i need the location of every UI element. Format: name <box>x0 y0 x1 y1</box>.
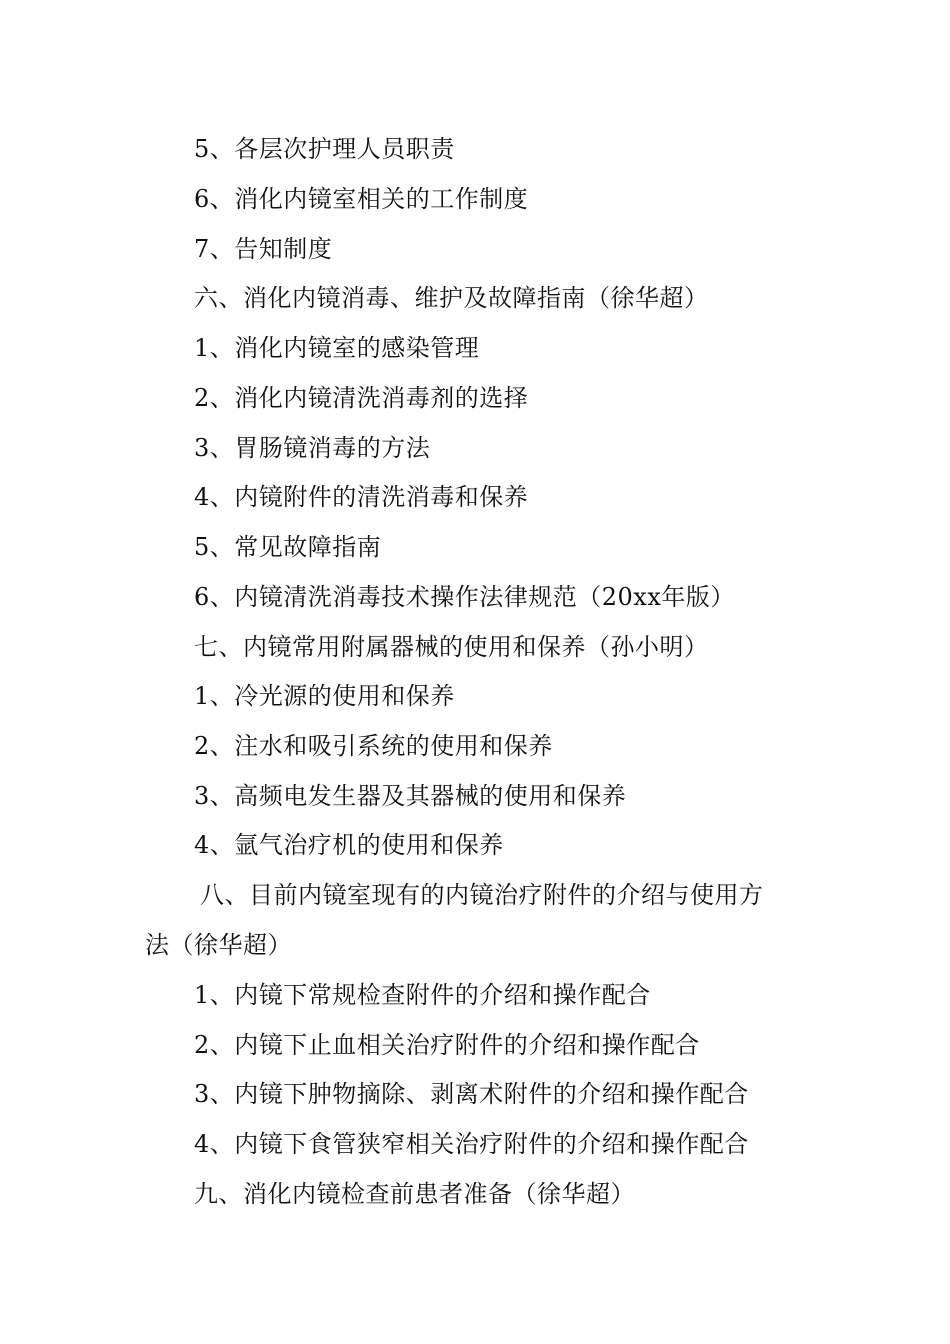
outline-item: 3、内镜下肿物摘除、剥离术附件的介绍和操作配合 <box>194 1080 749 1108</box>
section-heading: 八、目前内镜室现有的内镜治疗附件的介绍与使用方 <box>200 881 764 909</box>
outline-item: 4、内镜附件的清洗消毒和保养 <box>194 483 529 511</box>
outline-item: 5、常见故障指南 <box>194 533 382 561</box>
section-heading: 九、消化内镜检查前患者准备（徐华超） <box>194 1180 635 1208</box>
outline-item: 5、各层次护理人员职责 <box>194 135 455 163</box>
outline-item: 6、内镜清洗消毒技术操作法律规范（20xx年版） <box>194 583 735 611</box>
section-heading-continuation: 法（徐华超） <box>145 931 292 959</box>
outline-item: 2、注水和吸引系统的使用和保养 <box>194 732 553 760</box>
outline-item: 3、胃肠镜消毒的方法 <box>194 434 431 462</box>
outline-item: 1、冷光源的使用和保养 <box>194 682 455 710</box>
outline-item: 2、内镜下止血相关治疗附件的介绍和操作配合 <box>194 1031 700 1059</box>
outline-item: 6、消化内镜室相关的工作制度 <box>194 185 529 213</box>
section-heading: 七、内镜常用附属器械的使用和保养（孙小明） <box>194 633 709 661</box>
outline-item: 1、内镜下常规检查附件的介绍和操作配合 <box>194 981 651 1009</box>
outline-item: 3、高频电发生器及其器械的使用和保养 <box>194 782 627 810</box>
outline-item: 4、内镜下食管狭窄相关治疗附件的介绍和操作配合 <box>194 1130 749 1158</box>
outline-item: 1、消化内镜室的感染管理 <box>194 334 480 362</box>
outline-item: 7、告知制度 <box>194 235 333 263</box>
outline-item: 4、氩气治疗机的使用和保养 <box>194 831 504 859</box>
outline-item: 2、消化内镜清洗消毒剂的选择 <box>194 384 529 412</box>
section-heading: 六、消化内镜消毒、维护及故障指南（徐华超） <box>194 284 709 312</box>
